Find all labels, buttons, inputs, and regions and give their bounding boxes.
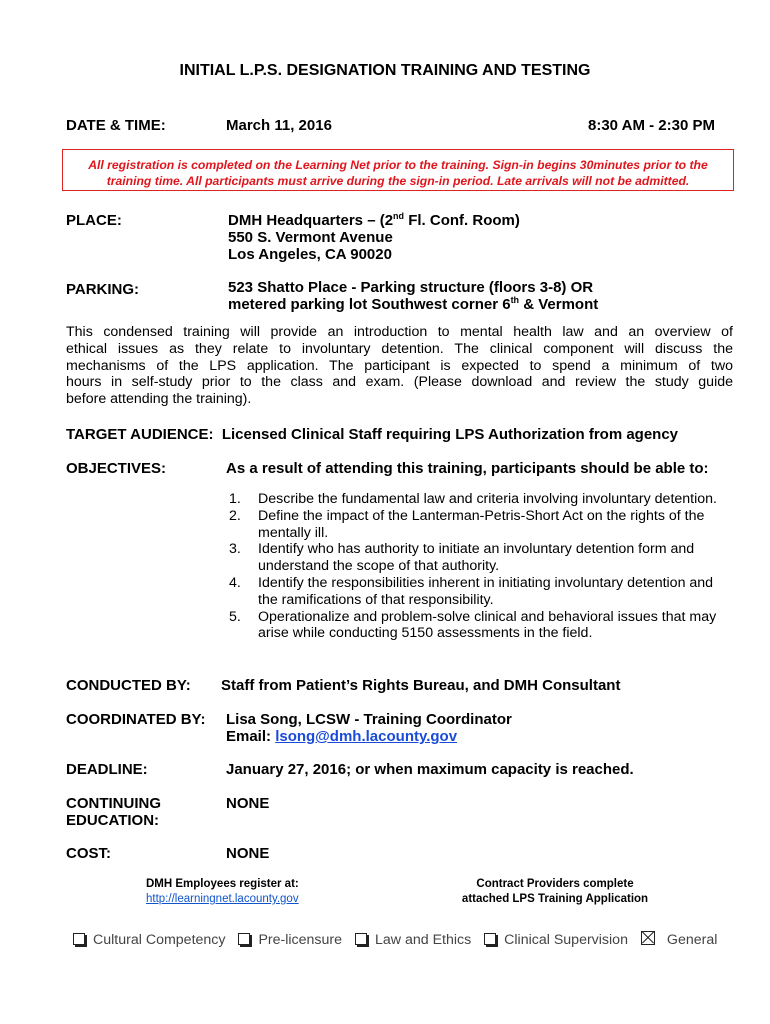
objectives-list: [226, 491, 736, 642]
list-item-number: 5.: [229, 608, 241, 625]
coordinator-email: [226, 728, 457, 745]
email-link[interactable]: lsong@dmh.lacounty.gov: [275, 728, 458, 745]
list-item: [226, 491, 736, 508]
parking-line-2-suffix: & Vermont: [519, 296, 599, 313]
conducted-by-label: CONDUCTED BY:: [66, 677, 191, 694]
list-item-number: 2.: [229, 507, 241, 524]
list-item-text: Identify the responsibilities inherent in initiating involuntary detention and the ramifications of that responsibility.: [258, 574, 714, 608]
place-superscript: nd: [393, 211, 405, 221]
deadline-value: January 27, 2016; or when maximum capacity is reached.: [226, 761, 634, 778]
category-general[interactable]: [641, 931, 717, 948]
place-line-2: 550 S. Vermont Avenue: [228, 229, 393, 246]
category-checkboxes: [73, 931, 726, 948]
target-audience: [66, 426, 678, 443]
notice-line-2: training time. All participants must arrive during the sign-in period. Late arrivals will not be admitted.: [106, 174, 690, 188]
list-item-text: Identify who has authority to initiate an involuntary detention form and understand the scope of that authority.: [258, 541, 695, 575]
objectives-intro: As a result of attending this training, participants should be able to:: [226, 460, 709, 477]
cost-value: NONE: [226, 845, 270, 862]
continuing-education-label: [66, 795, 161, 829]
dmh-register-text: DMH Employees register at:: [146, 878, 299, 890]
category-label: Cultural Competency: [93, 932, 226, 948]
description-line: ethical issues as they relate to involuntary detention. The clinical component will discuss the: [66, 340, 733, 357]
contract-providers-line-2: attached LPS Training Application: [461, 893, 649, 905]
category-clinical-supervision[interactable]: [484, 932, 628, 948]
list-item: [226, 575, 736, 609]
dmh-register-block: [146, 877, 299, 907]
continuing-education-value: NONE: [226, 795, 270, 812]
coordinated-by-label: COORDINATED BY:: [66, 711, 206, 728]
category-cultural-competency[interactable]: [73, 932, 225, 948]
page-title: INITIAL L.P.S. DESIGNATION TRAINING AND TESTING: [179, 62, 591, 79]
category-label: General: [666, 932, 718, 948]
category-law-and-ethics[interactable]: [355, 932, 471, 948]
learningnet-link[interactable]: http://learningnet.lacounty.gov: [146, 893, 299, 905]
objectives-label: OBJECTIVES:: [66, 460, 167, 477]
list-item-number: 4.: [229, 574, 241, 591]
list-item: [226, 541, 736, 575]
training-description: [66, 324, 733, 408]
deadline-label: DEADLINE:: [66, 761, 148, 778]
target-audience-label: TARGET AUDIENCE:: [66, 426, 214, 443]
list-item-number: 1.: [229, 491, 241, 507]
category-label: Clinical Supervision: [504, 932, 628, 948]
list-item: [226, 508, 736, 542]
description-line: mechanisms of the LPS application. The participant is expected to spend a minimum of two: [66, 357, 733, 374]
registration-notice: [62, 149, 734, 191]
checkbox-icon[interactable]: [484, 933, 496, 945]
event-date: March 11, 2016: [226, 117, 332, 134]
checkbox-icon[interactable]: [73, 933, 85, 945]
list-item-text: Operationalize and problem-solve clinical and behavioral issues that may arise while conducting 5150 assessments in the field.: [258, 608, 717, 642]
contract-providers-line-1: Contract Providers complete: [476, 878, 634, 890]
date-time-label: DATE & TIME:: [66, 117, 166, 134]
continuing-education-label-line-1: CONTINUING: [66, 795, 161, 812]
conducted-by-value: Staff from Patient’s Rights Bureau, and DMH Consultant: [221, 677, 621, 694]
coordinator-name: Lisa Song, LCSW - Training Coordinator: [226, 711, 512, 728]
parking-superscript: th: [510, 295, 520, 305]
parking-line-2-text: metered parking lot Southwest corner 6: [228, 296, 511, 313]
parking-line-2: [228, 296, 598, 313]
event-time: 8:30 AM - 2:30 PM: [588, 117, 715, 134]
description-line: before attending the training).: [66, 391, 252, 408]
contract-providers-block: [430, 877, 680, 907]
category-pre-licensure[interactable]: [238, 932, 342, 948]
parking-line-1: 523 Shatto Place - Parking structure (floors 3-8) OR: [228, 279, 594, 296]
target-audience-value: Licensed Clinical Staff requiring LPS Authorization from agency: [221, 426, 679, 443]
cost-label: COST:: [66, 845, 111, 862]
continuing-education-label-line-2: EDUCATION:: [66, 812, 160, 829]
place-label: PLACE:: [66, 212, 122, 229]
category-label: Pre-licensure: [258, 932, 343, 948]
category-label: Law and Ethics: [374, 932, 472, 948]
checkbox-icon[interactable]: [238, 933, 250, 945]
checked-checkbox-icon[interactable]: [641, 931, 655, 945]
description-line: This condensed training will provide an introduction to mental health law and an overview of: [66, 324, 733, 340]
parking-label: PARKING:: [66, 281, 140, 298]
place-line-3: Los Angeles, CA 90020: [228, 246, 392, 263]
description-line: hours in self-study prior to the class and exam. (Please download and review the study guide: [66, 374, 733, 391]
place-line-1: [228, 212, 520, 229]
checkbox-icon[interactable]: [355, 933, 367, 945]
place-line-1-suffix: Fl. Conf. Room): [404, 212, 520, 229]
list-item-number: 3.: [229, 541, 241, 558]
place-line-1-text: DMH Headquarters – (2: [228, 212, 394, 229]
list-item: [226, 609, 736, 643]
notice-line-1: All registration is completed on the Learning Net prior to the training. Sign-in begins 30minutes prior to the: [88, 158, 708, 172]
list-item-text: Define the impact of the Lanterman-Petris-Short Act on the rights of the mentally ill.: [258, 507, 705, 541]
list-item-text: Describe the fundamental law and criteria involving involuntary detention.: [258, 491, 717, 507]
email-label: Email:: [226, 728, 276, 745]
